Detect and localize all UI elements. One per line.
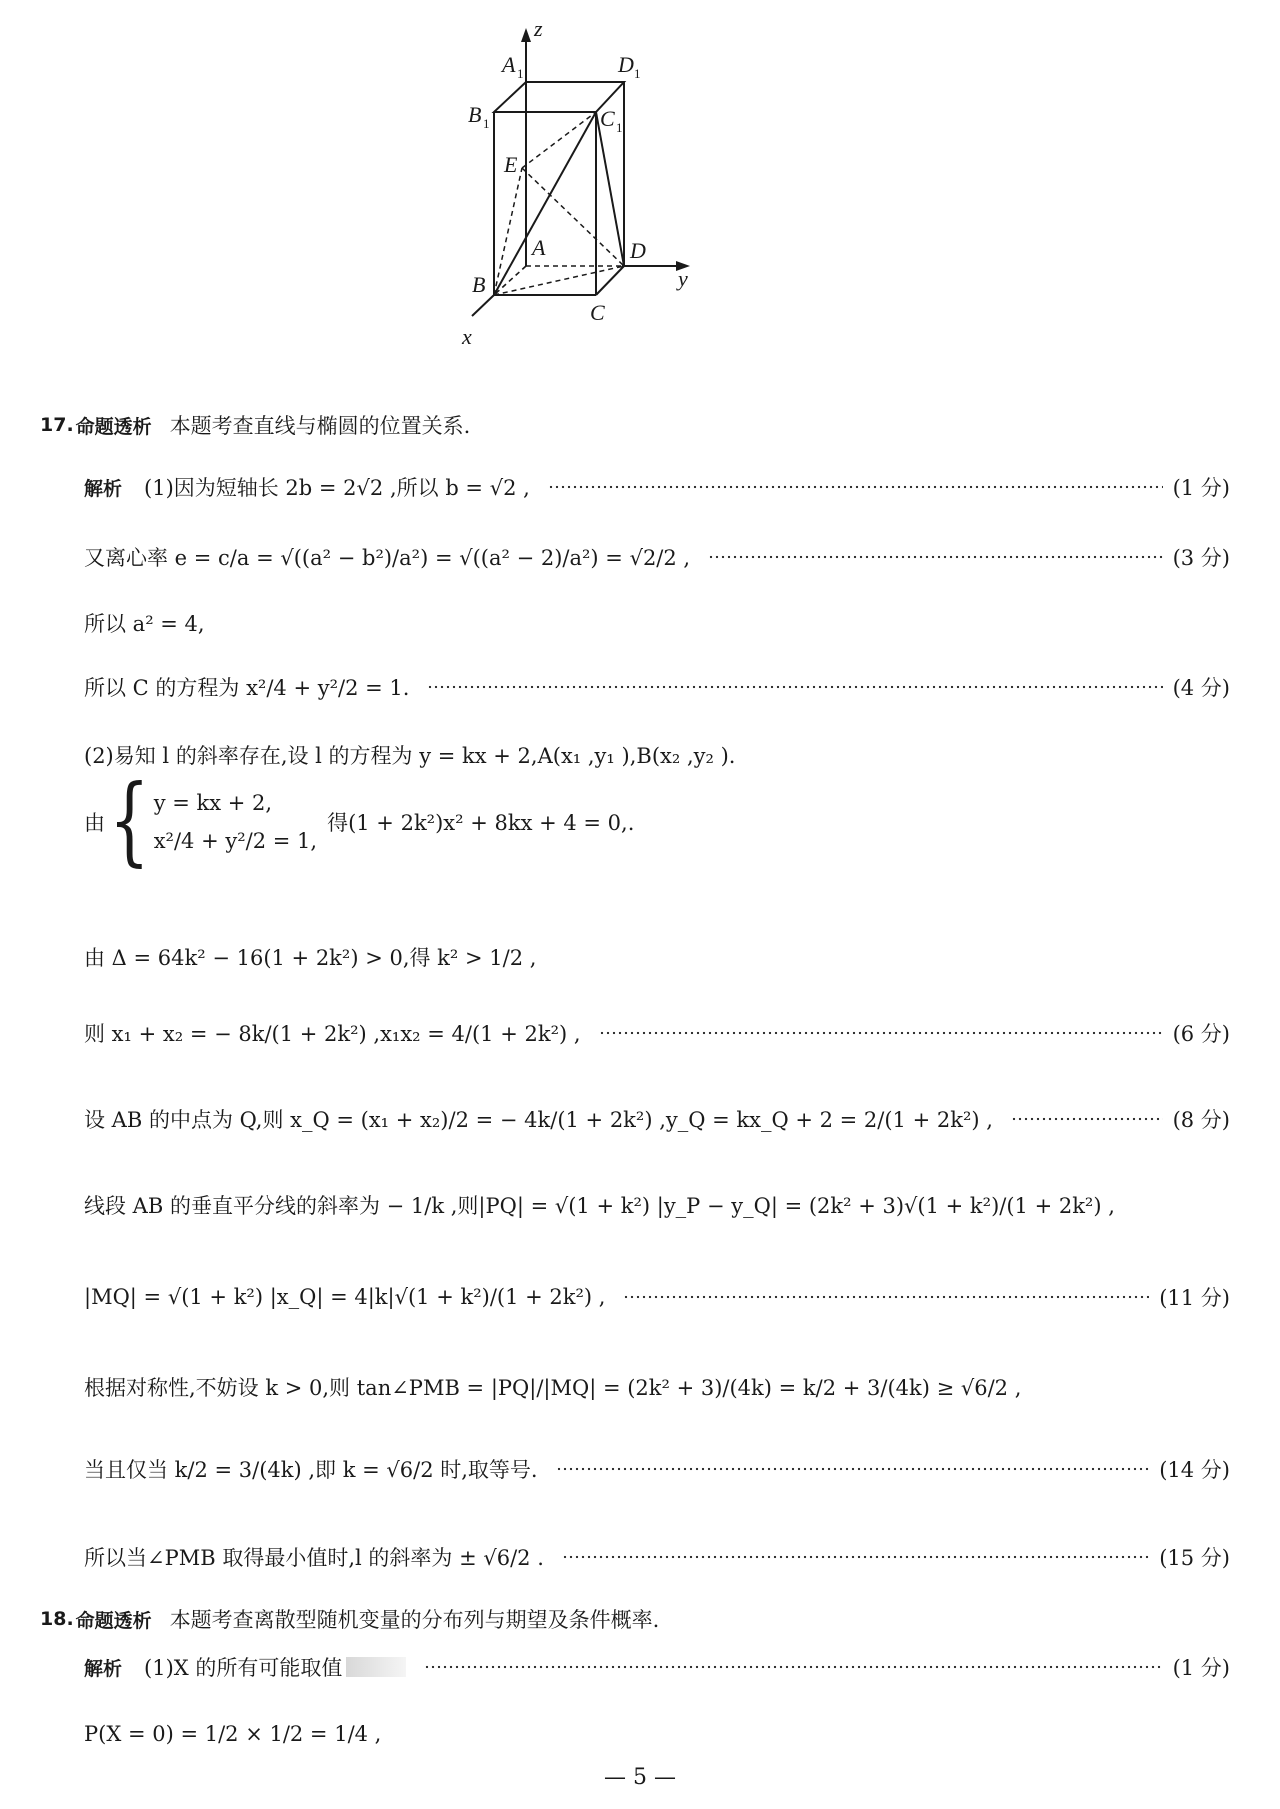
dot-leader <box>562 1554 1149 1560</box>
q17-number: 17. <box>40 414 74 436</box>
dot-leader <box>708 554 1162 560</box>
cuboid-figure <box>462 10 820 390</box>
label-C1: C <box>600 106 615 131</box>
label-A1: A <box>502 52 516 77</box>
label-C: C <box>590 300 605 325</box>
q17-line-12-text: 当且仅当 k/2 = 3/(4k) ,即 k = √6/2 时,取等号. <box>84 1458 538 1482</box>
label-y: y <box>678 266 688 291</box>
q18-line-2 <box>84 1722 1230 1746</box>
dot-leader <box>623 1294 1149 1300</box>
brace-symbol: { <box>109 766 150 878</box>
segment-BE <box>494 168 522 295</box>
q17-system-result: 得(1 + 2k²)x² + 8kx + 4 = 0,. <box>327 811 635 835</box>
q17-header <box>40 410 1230 440</box>
q18-tag: 命题透析 <box>75 1609 152 1632</box>
q17-line-12-score: (14 分) <box>1159 1458 1230 1482</box>
label-B: B <box>472 272 486 297</box>
q17-line-7-score: (6 分) <box>1172 1022 1230 1046</box>
q17-line-4-text: 所以 C 的方程为 x²/4 + y²/2 = 1. <box>84 676 410 700</box>
q17-line-9 <box>84 1190 1230 1220</box>
q17-line-7-text: 则 x₁ + x₂ = − 8k/(1 + 2k²) ,x₁x₂ = 4/(1 + 2k²) , <box>84 1022 581 1046</box>
label-B1-sub: 1 <box>483 116 490 131</box>
dot-leader <box>548 484 1163 490</box>
q17-system <box>84 766 1230 878</box>
q17-line-1 <box>84 472 1230 502</box>
q17-line-8 <box>84 1104 1230 1134</box>
q17-line-3-text: 所以 a² = 4, <box>84 612 205 636</box>
q17-line-1-score: (1 分) <box>1172 476 1230 500</box>
q18-line-2-text: P(X = 0) = 1/2 × 1/2 = 1/4 , <box>84 1722 382 1746</box>
q17-line-8-text: 设 AB 的中点为 Q,则 x_Q = (x₁ + x₂)/2 = − 4k/(1 + 2k²) ,y_Q = kx_Q + 2 = 2/(1 + 2k²) , <box>84 1108 993 1132</box>
q17-line-13 <box>84 1542 1230 1572</box>
q17-intro: 本题考查直线与椭圆的位置关系. <box>169 414 471 438</box>
label-D1-sub: 1 <box>634 66 641 81</box>
label-D1: D <box>618 52 634 77</box>
q17-line-4 <box>84 672 1230 702</box>
q18-header <box>40 1604 1230 1634</box>
q17-line-10 <box>84 1282 1230 1312</box>
q17-system-eq2: x²/4 + y²/2 = 1, <box>153 829 318 853</box>
q17-line-4-score: (4 分) <box>1172 676 1230 700</box>
q17-line-9-text: 线段 AB 的垂直平分线的斜率为 − 1/k ,则|PQ| = √(1 + k²) |y_P − y_Q| = (2k² + 3)√(1 + k²)/(1 + 2k²) , <box>84 1194 1115 1218</box>
q17-system-eq1: y = kx + 2, <box>153 791 273 815</box>
q18-line-1-text: (1)X 的所有可能取值 <box>144 1656 343 1680</box>
z-axis-arrow <box>521 28 531 42</box>
q18-intro: 本题考查离散型随机变量的分布列与期望及条件概率. <box>169 1608 660 1632</box>
x-axis-hidden <box>494 266 526 295</box>
q17-line-13-text: 所以当∠PMB 取得最小值时,l 的斜率为 ± √6/2 . <box>84 1546 544 1570</box>
q17-system-prefix: 由 <box>84 811 105 835</box>
q17-line-12 <box>84 1454 1230 1484</box>
dot-leader <box>599 1030 1163 1036</box>
q17-line-5-text: (2)易知 l 的斜率存在,设 l 的方程为 y = kx + 2,A(x₁ ,y₁ ),B(x₂ ,y₂ ). <box>84 744 736 768</box>
q17-line-7 <box>84 1018 1230 1048</box>
q18-number: 18. <box>40 1608 74 1630</box>
dot-leader <box>1011 1116 1163 1122</box>
q18-analysis-tag: 解析 <box>84 1657 123 1680</box>
obscured-text <box>346 1657 406 1677</box>
segment-BC1 <box>494 112 596 295</box>
label-E: E <box>504 152 518 177</box>
segment-EC1 <box>522 112 596 168</box>
q17-line-11 <box>84 1372 1230 1402</box>
dot-leader <box>424 1664 1162 1670</box>
label-z: z <box>534 16 543 41</box>
label-C1-sub: 1 <box>616 120 623 135</box>
dot-leader <box>556 1466 1150 1472</box>
edge-CD <box>596 266 624 295</box>
label-A1-sub: 1 <box>517 66 524 81</box>
q17-system-equations <box>154 791 317 853</box>
q17-line-2-score: (3 分) <box>1172 546 1230 570</box>
q17-line-2-text: 又离心率 e = c/a = √((a² − b²)/a²) = √((a² − 2)/a²) = √2/2 , <box>84 546 691 570</box>
label-x: x <box>462 324 472 349</box>
q17-tag: 命题透析 <box>75 415 152 438</box>
q17-line-6-text: 由 Δ = 64k² − 16(1 + 2k²) > 0,得 k² > 1/2 , <box>84 946 537 970</box>
q17-line-13-score: (15 分) <box>1159 1546 1230 1570</box>
q17-analysis-tag: 解析 <box>84 477 123 500</box>
q18-line-1-score: (1 分) <box>1172 1656 1230 1680</box>
label-D: D <box>630 238 646 263</box>
q17-line-1-text: (1)因为短轴长 2b = 2√2 ,所以 b = √2 , <box>144 476 530 500</box>
label-B1: B <box>468 102 482 127</box>
q17-line-8-score: (8 分) <box>1172 1108 1230 1132</box>
q17-line-10-score: (11 分) <box>1159 1286 1230 1310</box>
x-axis <box>472 295 494 316</box>
q17-line-6 <box>84 942 1230 972</box>
segment-BD <box>494 266 624 295</box>
q17-line-5 <box>84 740 1230 770</box>
q17-line-3 <box>84 608 1230 638</box>
page-number: — 5 — <box>604 1765 676 1790</box>
cuboid-diagram <box>462 10 820 390</box>
label-A: A <box>532 235 546 260</box>
q17-line-11-text: 根据对称性,不妨设 k > 0,则 tan∠PMB = |PQ|/|MQ| = (2k² + 3)/(4k) = k/2 + 3/(4k) ≥ √6/2 , <box>84 1376 1022 1400</box>
dot-leader <box>427 684 1162 690</box>
q17-line-10-text: |MQ| = √(1 + k²) |x_Q| = 4|k|√(1 + k²)/(1 + 2k²) , <box>84 1285 606 1309</box>
q18-line-1 <box>84 1652 1230 1682</box>
q17-line-2 <box>84 542 1230 572</box>
